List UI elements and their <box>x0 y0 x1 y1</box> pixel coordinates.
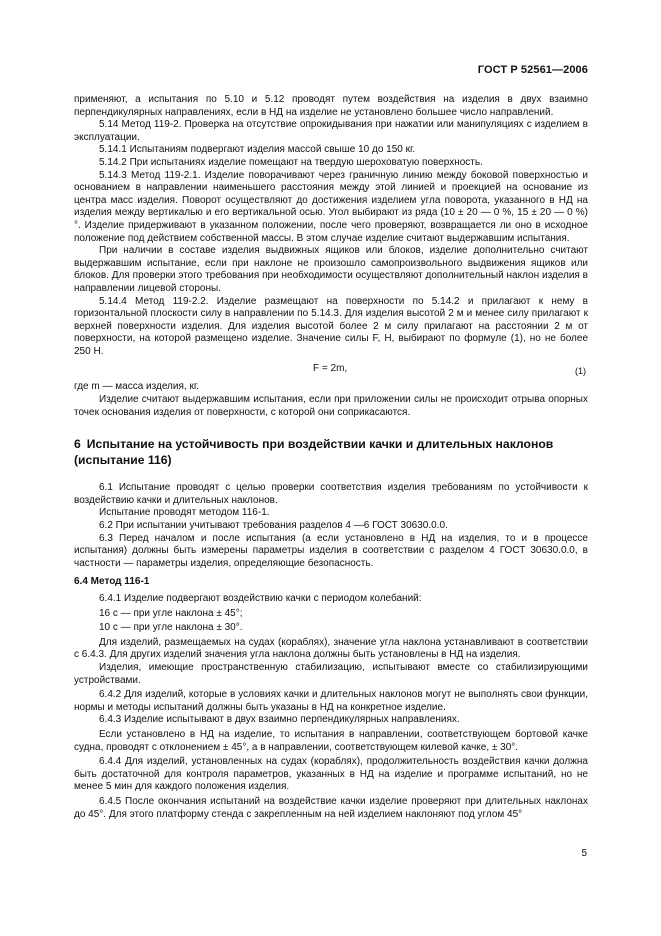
paragraph-roll-pitch: Если установлено в НД на изделие, то испытания в направлении, соответствующем бортовой качке судна, проводят с отклонением ± 45°, а в направлении, соответствующем килевой качке, ± 30°. <box>74 728 588 753</box>
paragraph-6-4-3: 6.4.3 Изделие испытывают в двух взаимно перпендикулярных направлениях. <box>99 714 460 726</box>
formula-expression: F = 2m, <box>313 363 348 375</box>
formula-number: (1) <box>575 366 586 377</box>
paragraph-where-m: где m — масса изделия, кг. <box>74 381 200 393</box>
paragraph-continuation: применяют, а испытания по 5.10 и 5.12 проводят путем воздействия на изделия в двух взаимно перпендикулярных направлениях, если в НД на изделие не установлено большее число направлений. <box>74 94 588 118</box>
subsection-6-4-heading: 6.4 Метод 116-1 <box>74 576 150 588</box>
paragraph-6-4-2: 6.4.2 Для изделий, которые в условиях качки и длительных наклонов могут не выполнять свои функции, нормы и методы испытаний должны быть указаны в НД на конкретное изделие. <box>74 689 588 713</box>
section-number: 6 <box>74 437 81 452</box>
paragraph-6-4-4: 6.4.4 Для изделий, установленных на судах (кораблях), продолжительность воздействия качки должна быть достаточной для контроля параметров, указанных в НД на изделие и программе испытаний, но не менее 5 мин для каждого положения изделия. <box>74 756 588 793</box>
paragraph-5-14-4: 5.14.4 Метод 119-2.2. Изделие размещают на поверхности по 5.14.2 и прилагают к нему в горизонтальной плоскости силу в направлении по 5.14.3. Для изделия высотой 2 м и менее силу прилагают к верхней поверхности изделия. Для изделия высотой более 2 м силу прилагают на расстоянии 2 м от поверхности, на которой размещено изделие. Значение силы F, Н, выбирают по формуле (1), но не более 250 Н. <box>74 295 588 357</box>
list-item-10s: 10 с — при угле наклона ± 30°. <box>99 622 243 634</box>
paragraph-6-1: 6.1 Испытание проводят с целью проверки соответствия изделия требованиям по устойчивости к воздействию качки и длительных наклонов. <box>74 482 588 506</box>
paragraph-6-2: 6.2 При испытании учитывают требования разделов 4 —6 ГОСТ 30630.0.0. <box>99 520 448 532</box>
paragraph-5-14-3: 5.14.3 Метод 119-2.1. Изделие поворачивают через граничную линию между боковой поверхностью и основанием в направлении наименьшего расстояния между этой линией и проекцией на основание из центра масс изделия. Поворот осуществляют до достижения изделием угла поворота, указанного в НД на изделия между вертикалью и его вертикальной осью. Угол выбирают из ряда (10 ± 20 — 0 %, 15 ± 20 — 0 %)°. Изделие придерживают в указанном положении, после чего проверяют, возвращается ли оно в исходное положение под действием собственной массы. В этом случае изделие считают выдержавшим испытания. <box>74 169 588 244</box>
document-code-header: ГОСТ Р 52561—2006 <box>477 64 588 76</box>
paragraph-stabilization: Изделия, имеющие пространственную стабилизацию, испытывают вместе со стабилизирующими устройствами. <box>74 661 588 686</box>
paragraph-5-14: 5.14 Метод 119-2. Проверка на отсутствие опрокидывания при нажатии или манипуляциях с изделием в эксплуатации. <box>74 119 588 143</box>
paragraph-6-3: 6.3 Перед началом и после испытания (а если установлено в НД на изделия, то и в процессе испытания) должны быть измерены параметры изделия в соответствии с разделом 4 ГОСТ 30630.0.0, в частности — параметры изделия, определяющие безопасность. <box>74 532 588 569</box>
paragraph-ships: Для изделий, размещаемых на судах (кораблях), значение угла наклона устанавливают в соответствии с 6.4.3. Для других изделий значения угла наклона должны быть установлены в НД на изделия. <box>74 636 588 661</box>
paragraph-5-14-1: 5.14.1 Испытаниям подвергают изделия массой свыше 10 до 150 кг. <box>99 144 416 156</box>
paragraph-5-14-2: 5.14.2 При испытаниях изделие помещают на твердую шероховатую поверхность. <box>99 156 483 168</box>
section-6-heading <box>74 437 588 468</box>
paragraph-drawers: При наличии в составе изделия выдвижных ящиков или блоков, изделие дополнительно считают выдержавшим испытание, если при наклоне не произошло самопроизвольного выдвижения ящиков или блоков. Для проверки этого требования при необходимости осуществляют дополнительный наклон изделия в направлении лицевой стороны. <box>74 245 588 294</box>
page-number: 5 <box>581 848 587 859</box>
section-title: Испытание на устойчивость при воздействии качки и длительных наклонов (испытание 116) <box>74 437 554 467</box>
formula-1 <box>74 362 588 378</box>
paragraph-pass-criteria: Изделие считают выдержавшим испытания, если при приложении силы не происходит отрыва опорных точек основания изделия от поверхности, с которой они соприкасаются. <box>74 394 588 418</box>
page-body <box>74 94 588 821</box>
paragraph-6-4-1: 6.4.1 Изделие подвергают воздействию качки с периодом колебаний: <box>99 593 422 604</box>
paragraph-method-116-1: Испытание проводят методом 116-1. <box>99 507 270 519</box>
list-item-16s: 16 с — при угле наклона ± 45°; <box>99 607 243 619</box>
paragraph-6-4-5: 6.4.5 После окончания испытаний на воздействие качки изделие проверяют при длительных наклонах до 45°. Для этого платформу стенда с закрепленным на ней изделием наклоняют под углом 45° <box>74 795 588 820</box>
